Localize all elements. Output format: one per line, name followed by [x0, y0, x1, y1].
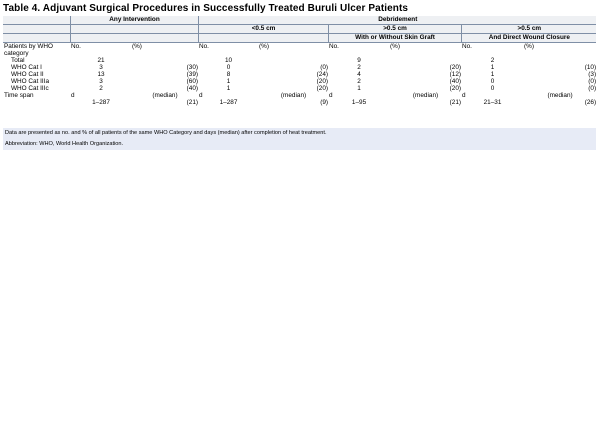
pct-label: (%) [524, 43, 534, 50]
header-row-1 [3, 16, 596, 25]
time-span-values-row: 1–287 (21) 1–287 (9) 1–95 (21) 21–31 (26) [92, 99, 597, 106]
no-label: No. [329, 43, 339, 50]
any-intervention-header: Any Intervention [70, 16, 198, 25]
header-row-3 [3, 34, 596, 43]
table-row: WHO Cat II 13 (39) 8 (24) 4 (12) 1 (3) [11, 71, 597, 78]
table-row: WHO Cat IIIa 3 (60) 1 (20) 2 (40) 0 (0) [11, 78, 597, 85]
time-span-label: Time span [4, 92, 34, 99]
table-row: Total 21 10 9 2 [11, 57, 495, 64]
skin-graft-header: With or Without Skin Graft [328, 34, 461, 43]
surgical-procedures-table [3, 16, 596, 106]
pct-label: (%) [390, 43, 400, 50]
table-row: WHO Cat IIIc 2 (40) 1 (20) 1 (20) 0 (0) [11, 85, 597, 92]
table-title: Table 4. Adjuvant Surgical Procedures in Successfully Treated Buruli Ulcer Patients [3, 3, 409, 14]
table-row: WHO Cat I 3 (30) 0 (0) 2 (20) 1 (10) [11, 64, 597, 71]
row-header-label: Patients by WHO category [4, 43, 54, 57]
no-label: No. [199, 43, 209, 50]
gt05-header-b: >0.5 cm [461, 25, 596, 34]
wound-closure-header: And Direct Wound Closure [461, 34, 596, 43]
table-footnote: Data are presented as no. and % of all patients of the same WHO Category and days (median) after completion of heat treatment. [3, 128, 596, 139]
pct-label: (%) [259, 43, 269, 50]
time-span-row: Time span d (median) d (median) d (median) d (median) [4, 92, 573, 99]
header-row-2 [3, 25, 596, 34]
gt05-header-a: >0.5 cm [328, 25, 461, 34]
column-label-row [3, 43, 596, 58]
debridement-header: Debridement [198, 16, 596, 25]
abbreviation-footnote: Abbreviation: WHO, World Health Organization. [3, 139, 596, 150]
no-label: No. [71, 43, 81, 50]
pct-label: (%) [132, 43, 142, 50]
lt05-header: <0.5 cm [198, 25, 328, 34]
no-label: No. [462, 43, 472, 50]
